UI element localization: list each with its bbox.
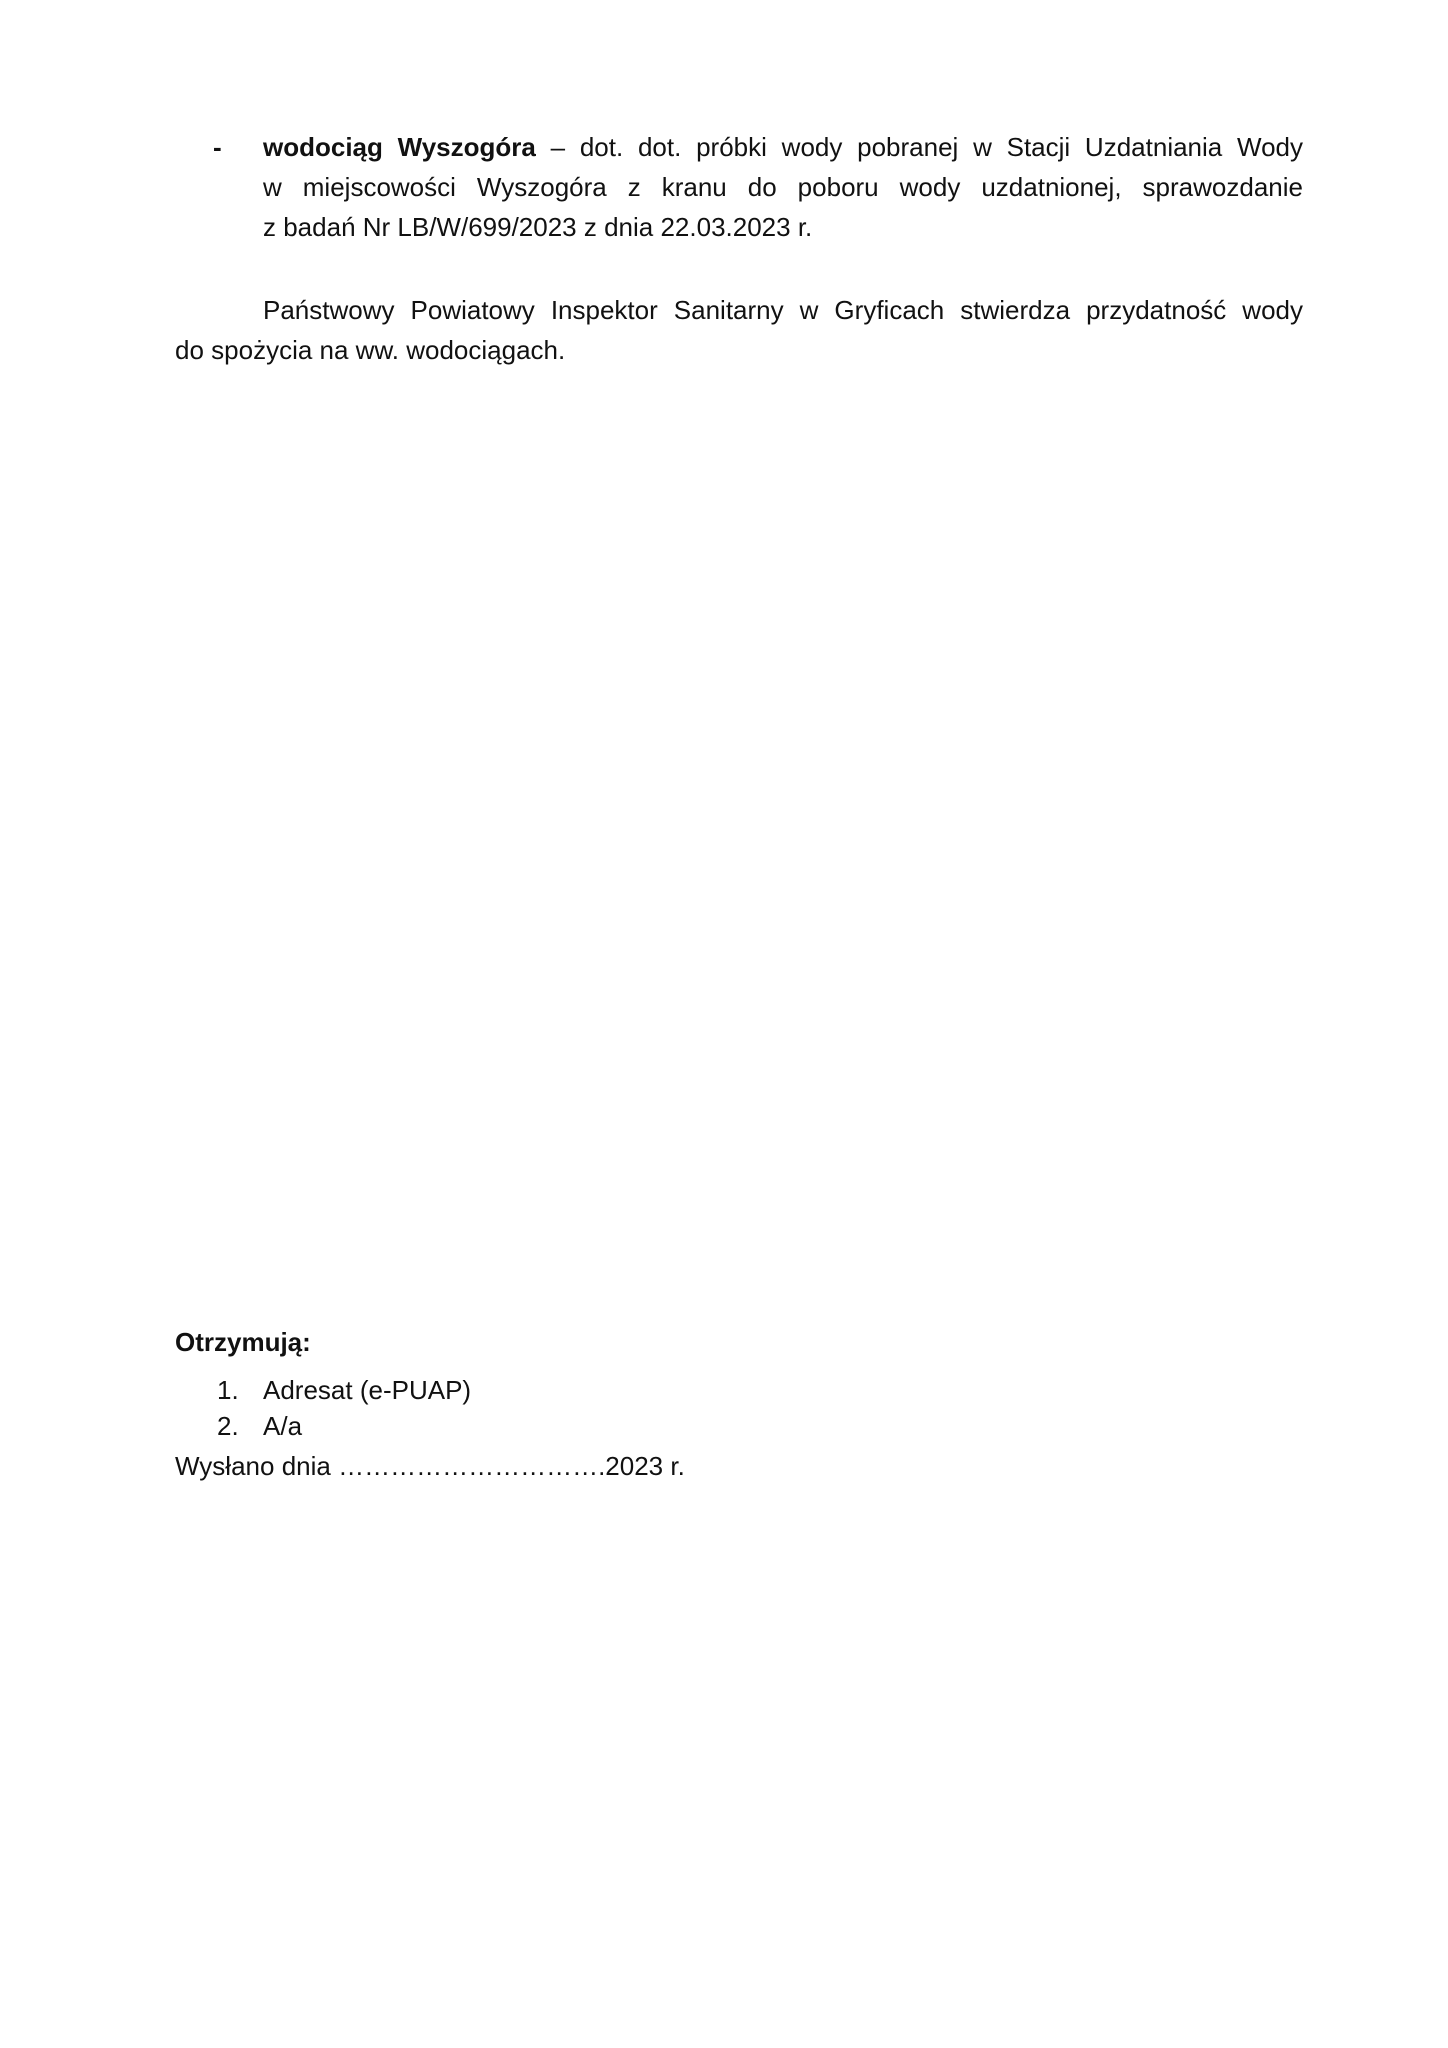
bullet-line-1 bbox=[263, 127, 1303, 167]
list-item-number: 2. bbox=[217, 1411, 239, 1441]
recipients-heading: Otrzymują: bbox=[175, 1327, 311, 1357]
bullet-body bbox=[263, 127, 1303, 247]
bullet-line-1-text: – dot. dot. próbki wody pobranej w Stacji Uzdatniania Wody bbox=[535, 132, 1303, 162]
bullet-title: wodociąg Wyszogóra bbox=[263, 132, 536, 162]
statement-line-1: Państwowy Powiatowy Inspektor Sanitarny w Gryficach stwierdza przydatność wody bbox=[263, 295, 1303, 325]
list-item-label: A/a bbox=[263, 1411, 303, 1441]
bullet-marker: - bbox=[213, 132, 222, 162]
list-item-number: 1. bbox=[217, 1375, 239, 1405]
list-item-label: Adresat (e-PUAP) bbox=[263, 1375, 472, 1405]
bullet-line-2: w miejscowości Wyszogóra z kranu do poboru wody uzdatnionej, sprawozdanie bbox=[263, 172, 1303, 202]
statement-paragraph bbox=[175, 290, 1303, 370]
sent-date-line: Wysłano dnia ………………………….2023 r. bbox=[175, 1451, 685, 1481]
bullet-line-3: z badań Nr LB/W/699/2023 z dnia 22.03.2023 r. bbox=[263, 212, 813, 242]
statement-line-2: do spożycia na ww. wodociągach. bbox=[175, 335, 566, 365]
